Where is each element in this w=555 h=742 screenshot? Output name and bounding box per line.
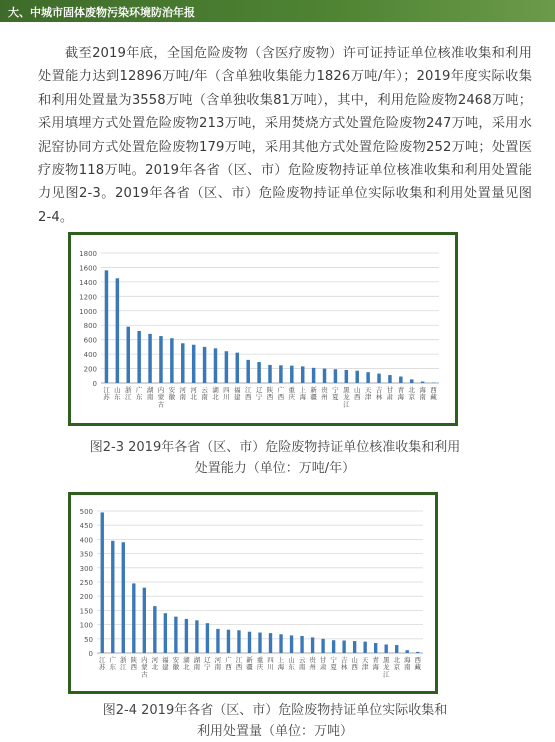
chart-approved-capacity	[71, 235, 455, 423]
chart2-bar	[416, 652, 419, 653]
chart2-bar	[227, 630, 230, 653]
chart2-xtick-label: 重庆	[257, 655, 264, 671]
chart2-bar	[374, 643, 377, 653]
chart2-bar	[406, 650, 409, 653]
chart2-ytick-label: 50	[84, 636, 93, 644]
chart1-xtick-label: 甘肃	[387, 385, 394, 401]
chart2-bar	[395, 645, 398, 653]
chart1-bar	[366, 372, 369, 383]
chart1-ytick-label: 400	[84, 351, 97, 359]
chart2-ytick-label: 150	[80, 607, 93, 615]
chart1-xtick-label: 江苏	[103, 385, 110, 401]
chart1-xtick-label: 黑龙江	[343, 385, 350, 408]
chart1-xtick-label: 重庆	[289, 385, 296, 401]
chart2-bar	[332, 640, 335, 653]
chart2-xtick-label: 北京	[393, 655, 400, 671]
chart2-bar	[101, 512, 104, 653]
chart1-bar	[279, 365, 282, 383]
chart1-bar	[236, 353, 239, 383]
chart2-bar	[143, 588, 146, 653]
chart2-bar	[174, 617, 177, 653]
chart2-bar	[353, 641, 356, 653]
chart2-xtick-label: 青海	[372, 655, 379, 671]
chart2-bar	[300, 636, 303, 653]
chart2-bar	[111, 541, 114, 653]
chart1-xtick-label: 西藏	[430, 386, 437, 401]
figure-2-4-caption-line2: 利用处置量（单位：万吨）	[40, 721, 510, 742]
chart1-xtick-label: 贵州	[321, 385, 328, 401]
chart1-xtick-label: 广西	[278, 385, 285, 401]
chart2-xtick-label: 四川	[267, 656, 274, 671]
chart2-xtick-label: 广东	[110, 655, 117, 671]
chart2-bar	[164, 613, 167, 653]
chart1-xtick-label: 新疆	[310, 385, 317, 401]
figure-2-3-caption	[40, 437, 510, 479]
chart2-xtick-label: 河北	[152, 655, 159, 671]
chart1-bar	[410, 379, 413, 383]
chart2-xtick-label: 甘肃	[320, 655, 327, 671]
chart1-ytick-label: 0	[93, 380, 97, 388]
chart2-xtick-label: 山西	[351, 655, 358, 671]
chart1-xtick-label: 宁夏	[332, 385, 339, 401]
chart2-xtick-label: 浙江	[120, 655, 127, 671]
chart1-xtick-label: 吉林	[376, 385, 383, 401]
chart1-xtick-label: 广东	[136, 385, 143, 401]
chart1-xtick-label: 浙江	[125, 385, 132, 401]
chart1-ytick-label: 600	[84, 337, 97, 345]
chart2-bar	[258, 633, 261, 653]
chart2-ytick-label: 300	[80, 565, 93, 573]
chart2-xtick-label: 黑龙江	[383, 655, 390, 678]
chart1-xtick-label: 青海	[398, 385, 405, 401]
chart2-bar	[342, 641, 345, 653]
chart2-xtick-label: 福建	[162, 656, 169, 671]
chart1-xtick-label: 天津	[365, 386, 372, 401]
chart2-bar	[321, 639, 324, 653]
chart2-xtick-label: 江西	[236, 655, 243, 671]
chart1-bar	[159, 336, 162, 383]
chart2-xtick-label: 山东	[288, 655, 295, 671]
chart2-bar	[185, 619, 188, 653]
chart1-bar	[105, 270, 108, 383]
chart2-bar	[269, 633, 272, 653]
chart1-bar	[137, 331, 140, 383]
chart2-bar	[132, 583, 135, 653]
chart2-xtick-label: 湖南	[194, 655, 201, 671]
chart1-ytick-label: 1200	[79, 293, 97, 301]
chart1-bar	[323, 369, 326, 383]
chart1-xtick-label: 内蒙古	[158, 385, 165, 408]
figure-2-3-caption-line2: 处置能力（单位：万吨/年）	[40, 458, 510, 479]
chart2-xtick-label: 内蒙古	[141, 655, 148, 678]
chart2-xtick-label: 安徽	[173, 655, 180, 671]
chart1-ytick-label: 1000	[79, 308, 97, 316]
chart1-bar	[301, 366, 304, 383]
chart2-xtick-label: 天津	[362, 656, 369, 671]
chart1-bar	[148, 334, 151, 383]
chart2-xtick-label: 湖北	[183, 655, 190, 671]
chart2-xtick-label: 新疆	[246, 655, 253, 671]
chart1-xtick-label: 湖南	[147, 385, 154, 401]
chart1-bar	[192, 345, 195, 383]
chart1-bar	[214, 348, 217, 383]
chart2-bar	[385, 644, 388, 653]
chart2-ytick-label: 0	[89, 650, 93, 658]
chart2-xtick-label: 宁夏	[330, 655, 337, 671]
chart1-xtick-label: 福建	[234, 386, 241, 401]
chart1-bar	[225, 351, 228, 383]
chart1-xtick-label: 河北	[190, 385, 197, 401]
chart2-bar	[153, 606, 156, 653]
figure-2-3-frame	[68, 232, 458, 426]
chart1-bar	[377, 374, 380, 383]
chart1-bar	[290, 366, 293, 383]
chart1-bar	[268, 365, 271, 383]
chart2-xtick-label: 广西	[225, 655, 232, 671]
chart1-xtick-label: 安徽	[169, 385, 176, 401]
chart2-ytick-label: 400	[80, 536, 93, 544]
chart2-bar	[237, 630, 240, 653]
chart2-xtick-label: 云南	[299, 656, 306, 671]
chart2-xtick-label: 西藏	[414, 656, 421, 671]
chart2-bar	[122, 542, 125, 653]
chart2-ytick-label: 100	[80, 622, 93, 630]
chart2-ytick-label: 450	[80, 522, 93, 530]
chart-actual-disposal	[71, 495, 435, 691]
chart1-xtick-label: 北京	[408, 385, 415, 401]
body-paragraph: 截至2019年底，全国危险废物（含医疗废物）许可证持证单位核准收集和利用处置能力达到12896万吨/年（含单独收集能力1826万吨/年）；2019年度实际收集和利用处置量为3558万吨（含单独收集81万吨），其中，利用危险废物2468万吨；采用填埋方式处置危险废物213万吨，采用焚烧方式处置危险废物247万吨，采用水泥窑协同方式处置危险废物179万吨，采用其他方式处置危险废物252万吨；处置医疗废物118万吨。2019年各省（区、市）危险废物持证单位核准收集和利用处置能力见图2-3。2019年各省（区、市）危险废物持证单位实际收集和利用处置量见图2-4。	[38, 42, 532, 229]
chart2-bar	[206, 623, 209, 653]
chart1-xtick-label: 山东	[114, 385, 121, 401]
chart1-bar	[355, 371, 358, 383]
chart2-bar	[195, 620, 198, 653]
chart1-ytick-label: 200	[84, 366, 97, 374]
chart1-bar	[170, 338, 173, 383]
chart2-bar	[248, 632, 251, 653]
figure-2-4-caption-line1: 图2-4 2019年各省（区、市）危险废物持证单位实际收集和	[40, 700, 510, 721]
chart2-xtick-label: 吉林	[341, 655, 348, 671]
chart1-bar	[334, 369, 337, 383]
chart1-xtick-label: 河南	[180, 385, 187, 401]
chart2-xtick-label: 海南	[404, 655, 411, 671]
chart2-xtick-label: 江苏	[99, 655, 106, 671]
chart2-ytick-label: 200	[80, 593, 93, 601]
chart1-xtick-label: 海南	[419, 385, 426, 401]
chart2-xtick-label: 上海	[278, 655, 285, 671]
chart1-xtick-label: 上海	[299, 385, 306, 401]
report-header-bar	[0, 0, 555, 22]
chart2-xtick-label: 陕西	[131, 655, 138, 671]
chart1-bar	[257, 362, 260, 383]
chart1-ytick-label: 800	[84, 322, 97, 330]
chart1-xtick-label: 江西	[245, 385, 252, 401]
chart2-ytick-label: 350	[80, 551, 93, 559]
chart1-bar	[312, 368, 315, 383]
chart1-bar	[116, 278, 119, 383]
chart2-ytick-label: 250	[80, 579, 93, 587]
chart1-xtick-label: 云南	[201, 386, 208, 401]
chart1-bar	[127, 327, 130, 383]
figure-2-3-caption-line1: 图2-3 2019年各省（区、市）危险废物持证单位核准收集和利用	[40, 437, 510, 458]
chart1-xtick-label: 辽宁	[256, 386, 263, 401]
chart1-bar	[345, 370, 348, 383]
chart2-bar	[311, 637, 314, 653]
chart2-xtick-label: 辽宁	[204, 656, 211, 671]
chart1-bar	[421, 382, 424, 383]
chart1-ytick-label: 1600	[79, 264, 97, 272]
chart1-ytick-label: 1800	[79, 250, 97, 258]
chart1-ytick-label: 1400	[79, 279, 97, 287]
chart2-bar	[216, 629, 219, 653]
chart1-xtick-label: 湖北	[212, 385, 219, 401]
chart1-xtick-label: 山西	[354, 385, 361, 401]
chart1-bar	[388, 375, 391, 383]
chart2-bar	[363, 642, 366, 653]
chart2-xtick-label: 河南	[215, 655, 222, 671]
chart2-ytick-label: 500	[80, 508, 93, 516]
chart1-xtick-label: 陕西	[267, 385, 274, 401]
chart2-bar	[290, 635, 293, 653]
chart2-bar	[279, 634, 282, 653]
chart1-bar	[246, 360, 249, 383]
chart1-bar	[399, 377, 402, 384]
chart1-bar	[203, 347, 206, 383]
chart2-xtick-label: 贵州	[309, 655, 316, 671]
chart1-xtick-label: 四川	[223, 386, 230, 401]
report-header-title: 大、中城市固体废物污染环境防治年报	[8, 4, 195, 20]
figure-2-4-frame	[68, 492, 438, 694]
chart1-bar	[181, 343, 184, 383]
